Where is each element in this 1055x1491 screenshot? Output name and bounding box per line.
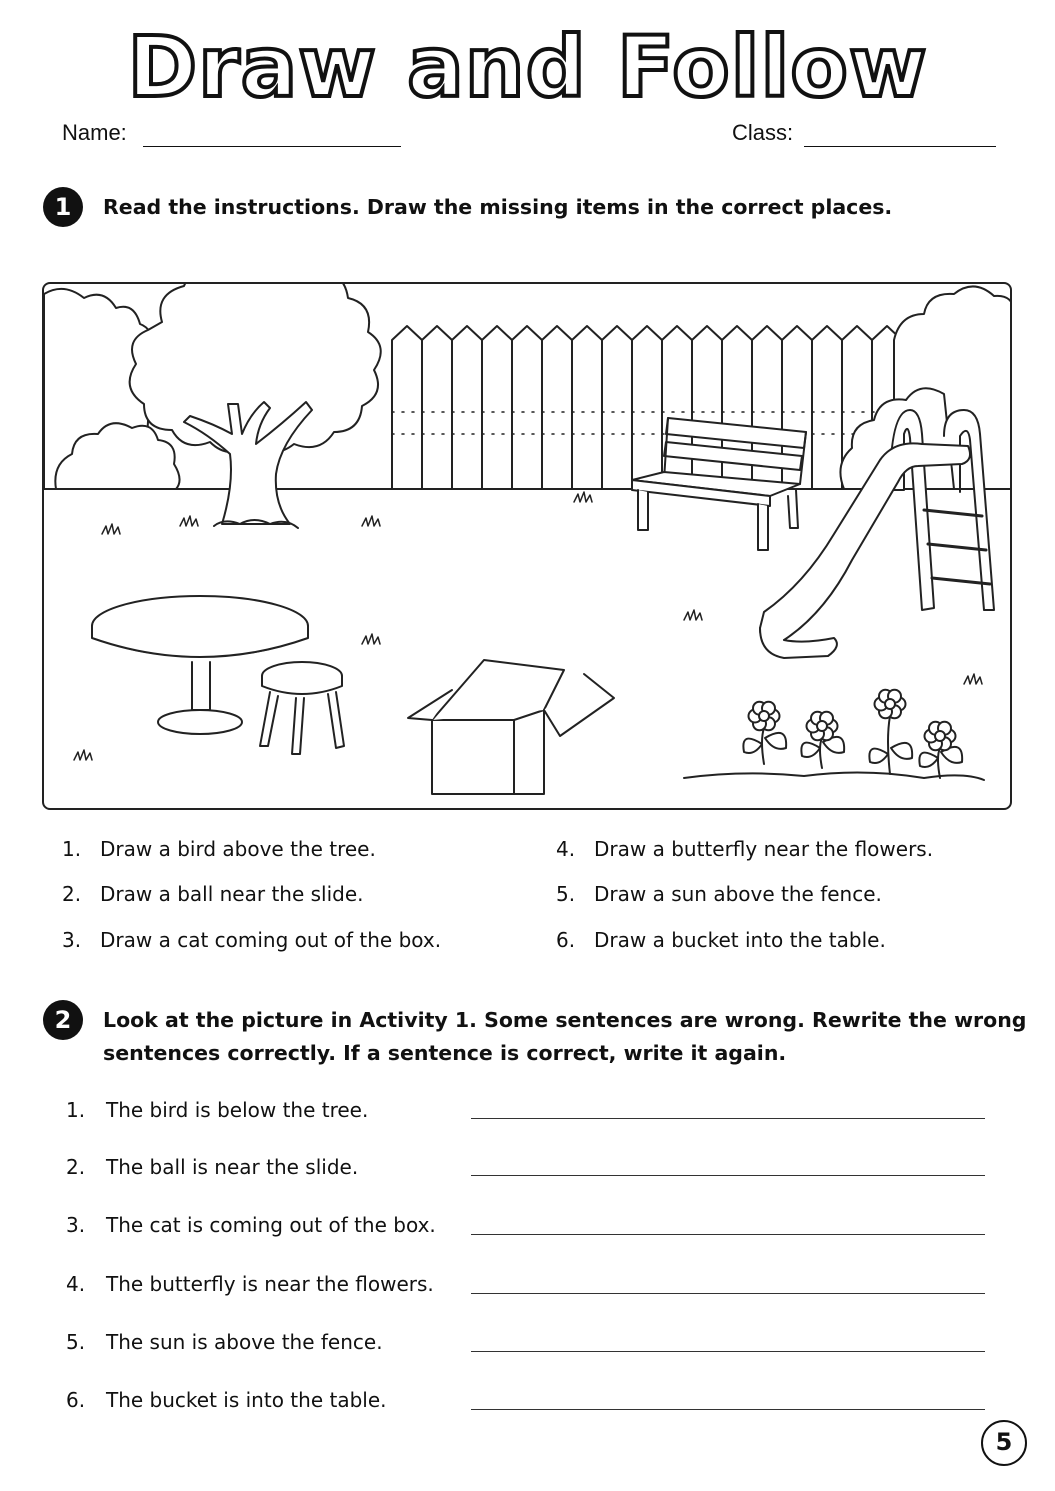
park-illustration[interactable] xyxy=(42,282,1012,810)
section-1-number: 1 xyxy=(43,187,83,227)
fence-picket xyxy=(632,326,662,489)
flower xyxy=(919,722,962,778)
fence-picket xyxy=(512,326,542,489)
fence-picket xyxy=(392,326,422,489)
instruction-item-4: 4. Draw a butterfly near the flowers. xyxy=(556,837,934,861)
box-icon xyxy=(408,660,614,794)
sentence-item-1: 1. The bird is below the tree. xyxy=(66,1098,369,1122)
sentence-item-6: 6. The bucket is into the table. xyxy=(66,1388,387,1412)
flower xyxy=(743,702,786,764)
grass-tuft xyxy=(102,524,120,534)
section-2-instruction-line-1: Look at the picture in Activity 1. Some sentences are wrong. Rewrite the wrong xyxy=(103,1008,1027,1032)
fence-picket xyxy=(812,326,842,489)
fence-picket xyxy=(452,326,482,489)
sentence-item-2: 2. The ball is near the slide. xyxy=(66,1155,359,1179)
grass-tuft xyxy=(74,750,92,760)
section-2-instruction-line-2: sentences correctly. If a sentence is correct, write it again. xyxy=(103,1041,787,1065)
grass-tuft xyxy=(684,610,702,620)
section-1-instruction: Read the instructions. Draw the missing items in the correct places. xyxy=(103,195,893,219)
flower xyxy=(801,712,844,768)
section-2-number: 2 xyxy=(43,1000,83,1040)
instruction-item-6: 6. Draw a bucket into the table. xyxy=(556,928,886,952)
fence-picket xyxy=(542,326,572,489)
flower-icon xyxy=(684,690,984,780)
sentence-item-3: 3. The cat is coming out of the box. xyxy=(66,1213,436,1237)
answer-line-6[interactable] xyxy=(471,1409,985,1410)
fence-picket xyxy=(572,326,602,489)
class-label: Class: xyxy=(732,120,794,145)
flower xyxy=(869,690,912,774)
fence-picket xyxy=(692,326,722,489)
fence-picket xyxy=(602,326,632,489)
sentence-item-5: 5. The sun is above the fence. xyxy=(66,1330,383,1354)
tree-icon xyxy=(130,284,381,528)
page-number: 5 xyxy=(981,1420,1027,1466)
instruction-item-2: 2. Draw a ball near the slide. xyxy=(62,882,364,906)
answer-line-4[interactable] xyxy=(471,1293,985,1294)
fence-icon xyxy=(392,326,902,489)
answer-line-2[interactable] xyxy=(471,1175,985,1176)
name-label: Name: xyxy=(62,120,127,145)
fence-picket xyxy=(662,326,692,489)
instruction-item-3: 3. Draw a cat coming out of the box. xyxy=(62,928,442,952)
grass-tuft xyxy=(180,516,198,526)
instruction-item-1: 1. Draw a bird above the tree. xyxy=(62,837,376,861)
grass-tuft xyxy=(362,634,380,644)
grass-tuft xyxy=(362,516,380,526)
grass-tuft xyxy=(574,492,592,502)
answer-line-5[interactable] xyxy=(471,1351,985,1352)
fence-picket xyxy=(482,326,512,489)
instruction-item-5: 5. Draw a sun above the fence. xyxy=(556,882,882,906)
answer-line-3[interactable] xyxy=(471,1234,985,1235)
name-input-line[interactable] xyxy=(143,146,401,147)
class-input-line[interactable] xyxy=(804,146,996,147)
answer-line-1[interactable] xyxy=(471,1118,985,1119)
sentence-item-4: 4. The butterfly is near the flowers. xyxy=(66,1272,434,1296)
fence-picket xyxy=(422,326,452,489)
grass-tuft xyxy=(964,674,982,684)
stool-icon xyxy=(260,662,344,754)
page-title: Draw and Follow xyxy=(127,18,928,116)
